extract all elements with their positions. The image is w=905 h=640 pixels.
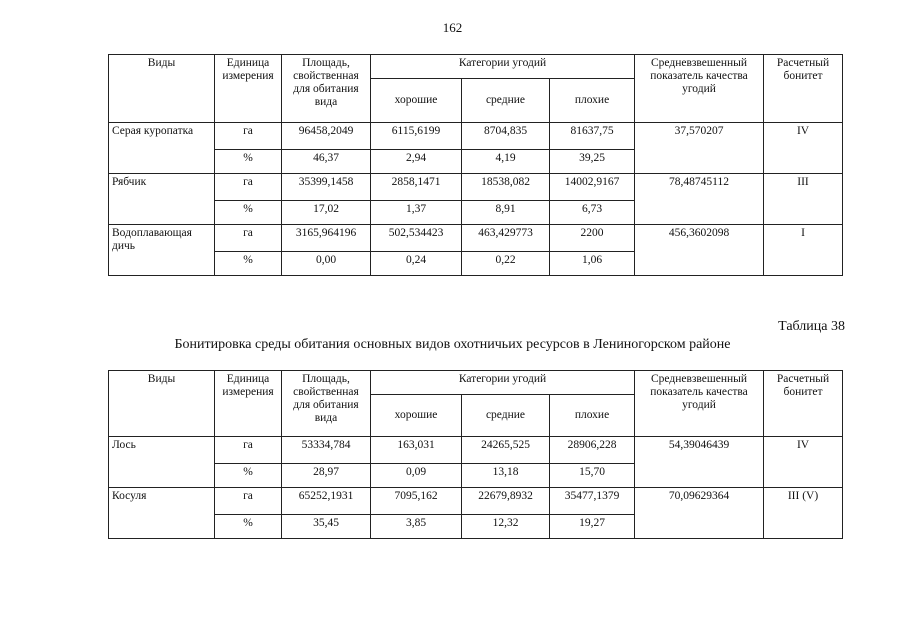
cell-unit: %: [215, 150, 282, 174]
header-weighted: Средневзвешенный показатель качества угодий: [635, 55, 764, 123]
table-row: [109, 488, 843, 515]
header-medium: средние: [462, 79, 550, 123]
cell-medium: 22679,8932: [462, 488, 550, 515]
cell-poor: 81637,75: [550, 123, 635, 150]
cell-poor: 39,25: [550, 150, 635, 174]
cell-good: 2858,1471: [371, 174, 462, 201]
header-good: хорошие: [371, 79, 462, 123]
cell-good: 163,031: [371, 437, 462, 464]
cell-medium: 0,22: [462, 252, 550, 276]
cell-weighted: 54,39046439: [635, 437, 764, 488]
cell-poor: 19,27: [550, 515, 635, 539]
species-name: Серая куропатка: [109, 123, 215, 174]
species-name: Рябчик: [109, 174, 215, 225]
species-name: Лось: [109, 437, 215, 488]
cell-weighted: 37,570207: [635, 123, 764, 174]
table-title: Бонитировка среды обитания основных видов охотничьих ресурсов в Лениногорском районе: [174, 337, 731, 352]
cell-good: 3,85: [371, 515, 462, 539]
header-poor: плохие: [550, 395, 635, 437]
bonitet-table-1: [108, 54, 843, 276]
header-unit: Единица измерения: [215, 55, 282, 123]
cell-bonitet: IV: [764, 437, 843, 488]
header-species: Виды: [109, 55, 215, 123]
cell-poor: 2200: [550, 225, 635, 252]
species-name: Водоплавающая дичь: [109, 225, 215, 276]
cell-poor: 15,70: [550, 464, 635, 488]
cell-unit: га: [215, 123, 282, 150]
header-bonitet: Расчетный бонитет: [764, 371, 843, 437]
cell-poor: 1,06: [550, 252, 635, 276]
header-categories: Категории угодий: [371, 55, 635, 79]
cell-weighted: 70,09629364: [635, 488, 764, 539]
cell-medium: 13,18: [462, 464, 550, 488]
cell-area: 28,97: [282, 464, 371, 488]
cell-bonitet: III (V): [764, 488, 843, 539]
table-label: Таблица 38: [778, 319, 845, 334]
cell-medium: 24265,525: [462, 437, 550, 464]
header-poor: плохие: [550, 79, 635, 123]
cell-area: 53334,784: [282, 437, 371, 464]
cell-good: 6115,6199: [371, 123, 462, 150]
cell-unit: га: [215, 437, 282, 464]
table-row: [109, 437, 843, 464]
cell-medium: 18538,082: [462, 174, 550, 201]
cell-bonitet: IV: [764, 123, 843, 174]
cell-medium: 8704,835: [462, 123, 550, 150]
cell-good: 0,09: [371, 464, 462, 488]
cell-good: 502,534423: [371, 225, 462, 252]
cell-area: 35,45: [282, 515, 371, 539]
cell-poor: 6,73: [550, 201, 635, 225]
header-weighted: Средневзвешенный показатель качества угодий: [635, 371, 764, 437]
header-area: Площадь, свойственная для обитания вида: [282, 55, 371, 123]
cell-bonitet: III: [764, 174, 843, 225]
header-species: Виды: [109, 371, 215, 437]
header-medium: средние: [462, 395, 550, 437]
cell-good: 0,24: [371, 252, 462, 276]
cell-good: 1,37: [371, 201, 462, 225]
header-area: Площадь, свойственная для обитания вида: [282, 371, 371, 437]
cell-area: 3165,964196: [282, 225, 371, 252]
cell-unit: га: [215, 488, 282, 515]
cell-poor: 35477,1379: [550, 488, 635, 515]
cell-unit: га: [215, 225, 282, 252]
cell-area: 17,02: [282, 201, 371, 225]
header-unit: Единица измерения: [215, 371, 282, 437]
cell-good: 2,94: [371, 150, 462, 174]
cell-area: 0,00: [282, 252, 371, 276]
cell-area: 96458,2049: [282, 123, 371, 150]
cell-unit: %: [215, 464, 282, 488]
cell-poor: 14002,9167: [550, 174, 635, 201]
header-good: хорошие: [371, 395, 462, 437]
bonitet-table-2: [108, 370, 843, 539]
cell-area: 35399,1458: [282, 174, 371, 201]
cell-medium: 4,19: [462, 150, 550, 174]
cell-unit: га: [215, 174, 282, 201]
page-number: 162: [442, 20, 463, 35]
cell-unit: %: [215, 252, 282, 276]
header-categories: Категории угодий: [371, 371, 635, 395]
table-row: [109, 174, 843, 201]
cell-medium: 8,91: [462, 201, 550, 225]
cell-area: 46,37: [282, 150, 371, 174]
species-name: Косуля: [109, 488, 215, 539]
cell-weighted: 456,3602098: [635, 225, 764, 276]
cell-good: 7095,162: [371, 488, 462, 515]
cell-area: 65252,1931: [282, 488, 371, 515]
cell-poor: 28906,228: [550, 437, 635, 464]
cell-bonitet: I: [764, 225, 843, 276]
cell-medium: 12,32: [462, 515, 550, 539]
cell-unit: %: [215, 201, 282, 225]
table-row: [109, 225, 843, 252]
cell-unit: %: [215, 515, 282, 539]
cell-medium: 463,429773: [462, 225, 550, 252]
table-row: [109, 123, 843, 150]
cell-weighted: 78,48745112: [635, 174, 764, 225]
header-bonitet: Расчетный бонитет: [764, 55, 843, 123]
